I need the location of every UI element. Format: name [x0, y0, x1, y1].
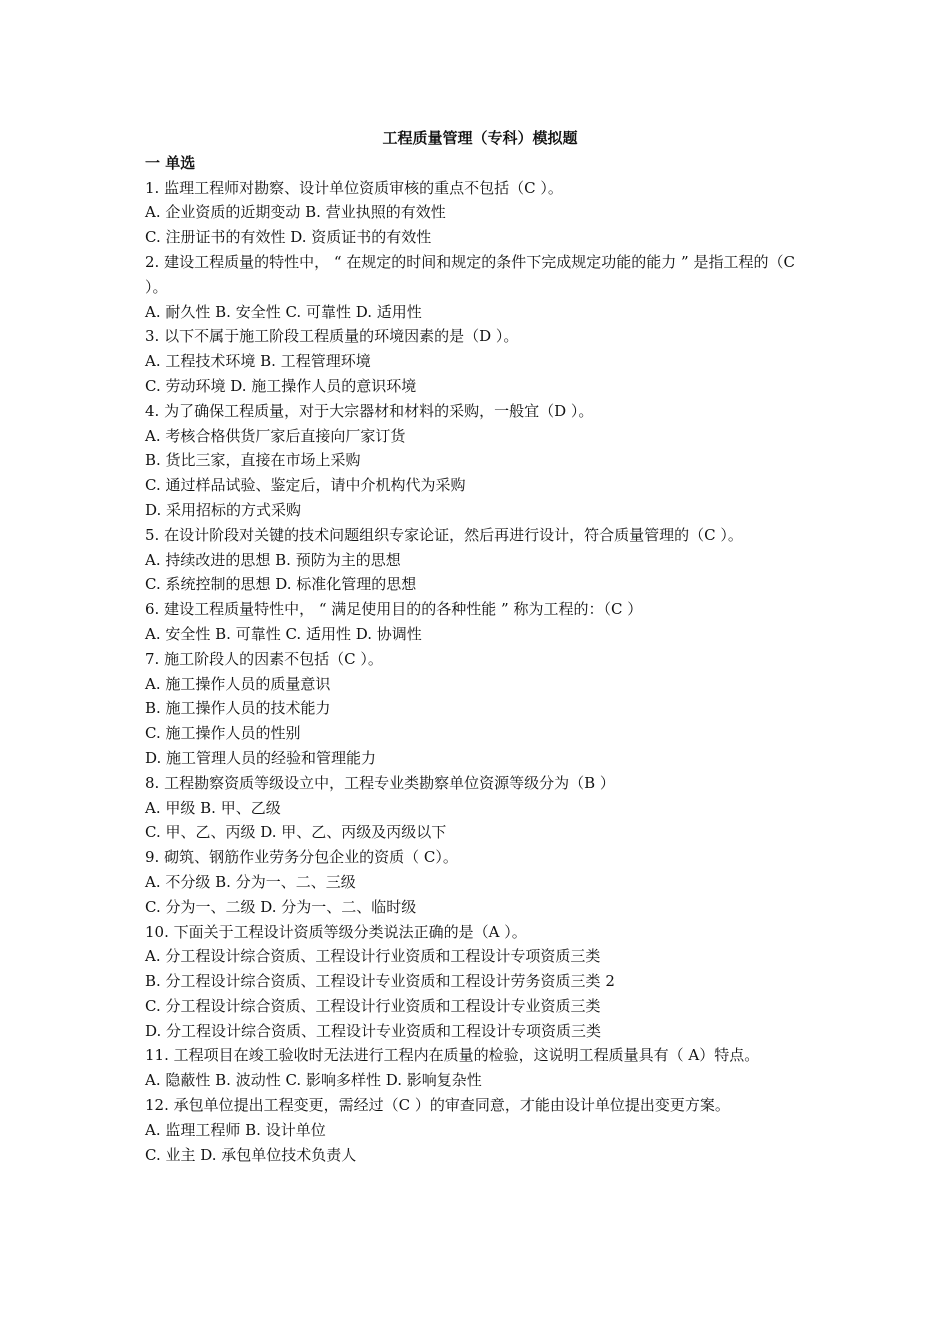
question-2 — [145, 250, 815, 324]
question-6 — [145, 597, 815, 647]
question-option: D. 施工管理人员的经验和管理能力 — [145, 748, 377, 767]
question-4 — [145, 399, 815, 523]
question-stem: 5. 在设计阶段对关键的技术问题组织专家论证，然后再进行设计，符合质量管理的（C ）。 — [145, 525, 743, 544]
question-option: A. 考核合格供货厂家后直接向厂家订货 — [145, 426, 406, 445]
section-heading: 一 单选 — [145, 153, 196, 172]
question-option: C. 劳动环境 D. 施工操作人员的意识环境 — [145, 376, 417, 395]
question-option: C. 通过样品试验、鉴定后，请中介机构代为采购 — [145, 476, 466, 495]
question-9 — [145, 845, 815, 919]
question-12 — [145, 1093, 815, 1167]
question-option: C. 甲、乙、丙级 D. 甲、乙、丙级及丙级以下 — [145, 823, 447, 842]
question-11 — [145, 1043, 815, 1093]
question-5 — [145, 523, 815, 597]
question-option: A. 监理工程师 B. 设计单位 — [145, 1120, 326, 1139]
question-stem: 1. 监理工程师对勘察、设计单位资质审核的重点不包括（C ）。 — [145, 178, 563, 197]
question-option: A. 隐蔽性 B. 波动性 C. 影响多样性 D. 影响复杂性 — [145, 1071, 482, 1090]
question-option: C. 分工程设计综合资质、工程设计行业资质和工程设计专业资质三类 — [145, 996, 601, 1015]
question-stem: 3. 以下不属于施工阶段工程质量的环境因素的是（D ）。 — [145, 327, 519, 346]
question-option: C. 施工操作人员的性别 — [145, 724, 301, 743]
question-option: B. 货比三家，直接在市场上采购 — [145, 451, 361, 470]
question-option: C. 分为一、二级 D. 分为一、二、临时级 — [145, 897, 417, 916]
question-stem: 8. 工程勘察资质等级设立中，工程专业类勘察单位资源等级分为（B ） — [145, 773, 615, 792]
question-stem: 10. 下面关于工程设计资质等级分类说法正确的是（A ）。 — [145, 922, 527, 941]
question-option: A. 企业资质的近期变动 B. 营业执照的有效性 — [145, 203, 446, 222]
question-option: A. 安全性 B. 可靠性 C. 适用性 D. 协调性 — [145, 624, 422, 643]
question-option: A. 分工程设计综合资质、工程设计行业资质和工程设计专项资质三类 — [145, 947, 601, 966]
question-option: A. 工程技术环境 B. 工程管理环境 — [145, 352, 371, 371]
question-stem: 9. 砌筑、钢筋作业劳务分包企业的资质（ C）。 — [145, 848, 458, 867]
question-option: D. 采用招标的方式采购 — [145, 500, 302, 519]
question-8 — [145, 771, 815, 845]
question-1 — [145, 176, 815, 250]
question-option: A. 持续改进的思想 B. 预防为主的思想 — [145, 550, 401, 569]
question-option: A. 施工操作人员的质量意识 — [145, 674, 331, 693]
question-7 — [145, 647, 815, 771]
question-option: C. 注册证书的有效性 D. 资质证书的有效性 — [145, 228, 432, 247]
question-stem: 11. 工程项目在竣工验收时无法进行工程内在质量的检验，这说明工程质量具有（ A）特点。 — [145, 1046, 760, 1065]
question-option: B. 分工程设计综合资质、工程设计专业资质和工程设计劳务资质三类 2 — [145, 972, 615, 991]
question-option: B. 施工操作人员的技术能力 — [145, 699, 331, 718]
question-option: A. 甲级 B. 甲、乙级 — [145, 798, 281, 817]
question-option: A. 不分级 B. 分为一、二、三级 — [145, 872, 356, 891]
question-stem: 12. 承包单位提出工程变更，需经过（C ）的审查同意，才能由设计单位提出变更方案。 — [145, 1096, 730, 1115]
question-10 — [145, 920, 815, 1044]
question-3 — [145, 324, 815, 398]
question-stem: 2. 建设工程质量的特性中， “ 在规定的时间和规定的条件下完成规定功能的能力 ” 是指工程的（C ）。 — [145, 252, 795, 296]
question-option: D. 分工程设计综合资质、工程设计专业资质和工程设计专项资质三类 — [145, 1021, 602, 1040]
question-option: A. 耐久性 B. 安全性 C. 可靠性 D. 适用性 — [145, 302, 422, 321]
question-stem: 7. 施工阶段人的因素不包括（C ）。 — [145, 649, 383, 668]
document-title: 工程质量管理（专科）模拟题 — [382, 129, 578, 147]
document-content — [145, 126, 815, 1167]
question-option: C. 系统控制的思想 D. 标准化管理的思想 — [145, 575, 417, 594]
question-option: C. 业主 D. 承包单位技术负责人 — [145, 1145, 357, 1164]
question-stem: 6. 建设工程质量特性中， “ 满足使用目的的各种性能 ” 称为工程的：（C ） — [145, 600, 643, 619]
question-stem: 4. 为了确保工程质量，对于大宗器材和材料的采购，一般宜（D ）。 — [145, 401, 594, 420]
